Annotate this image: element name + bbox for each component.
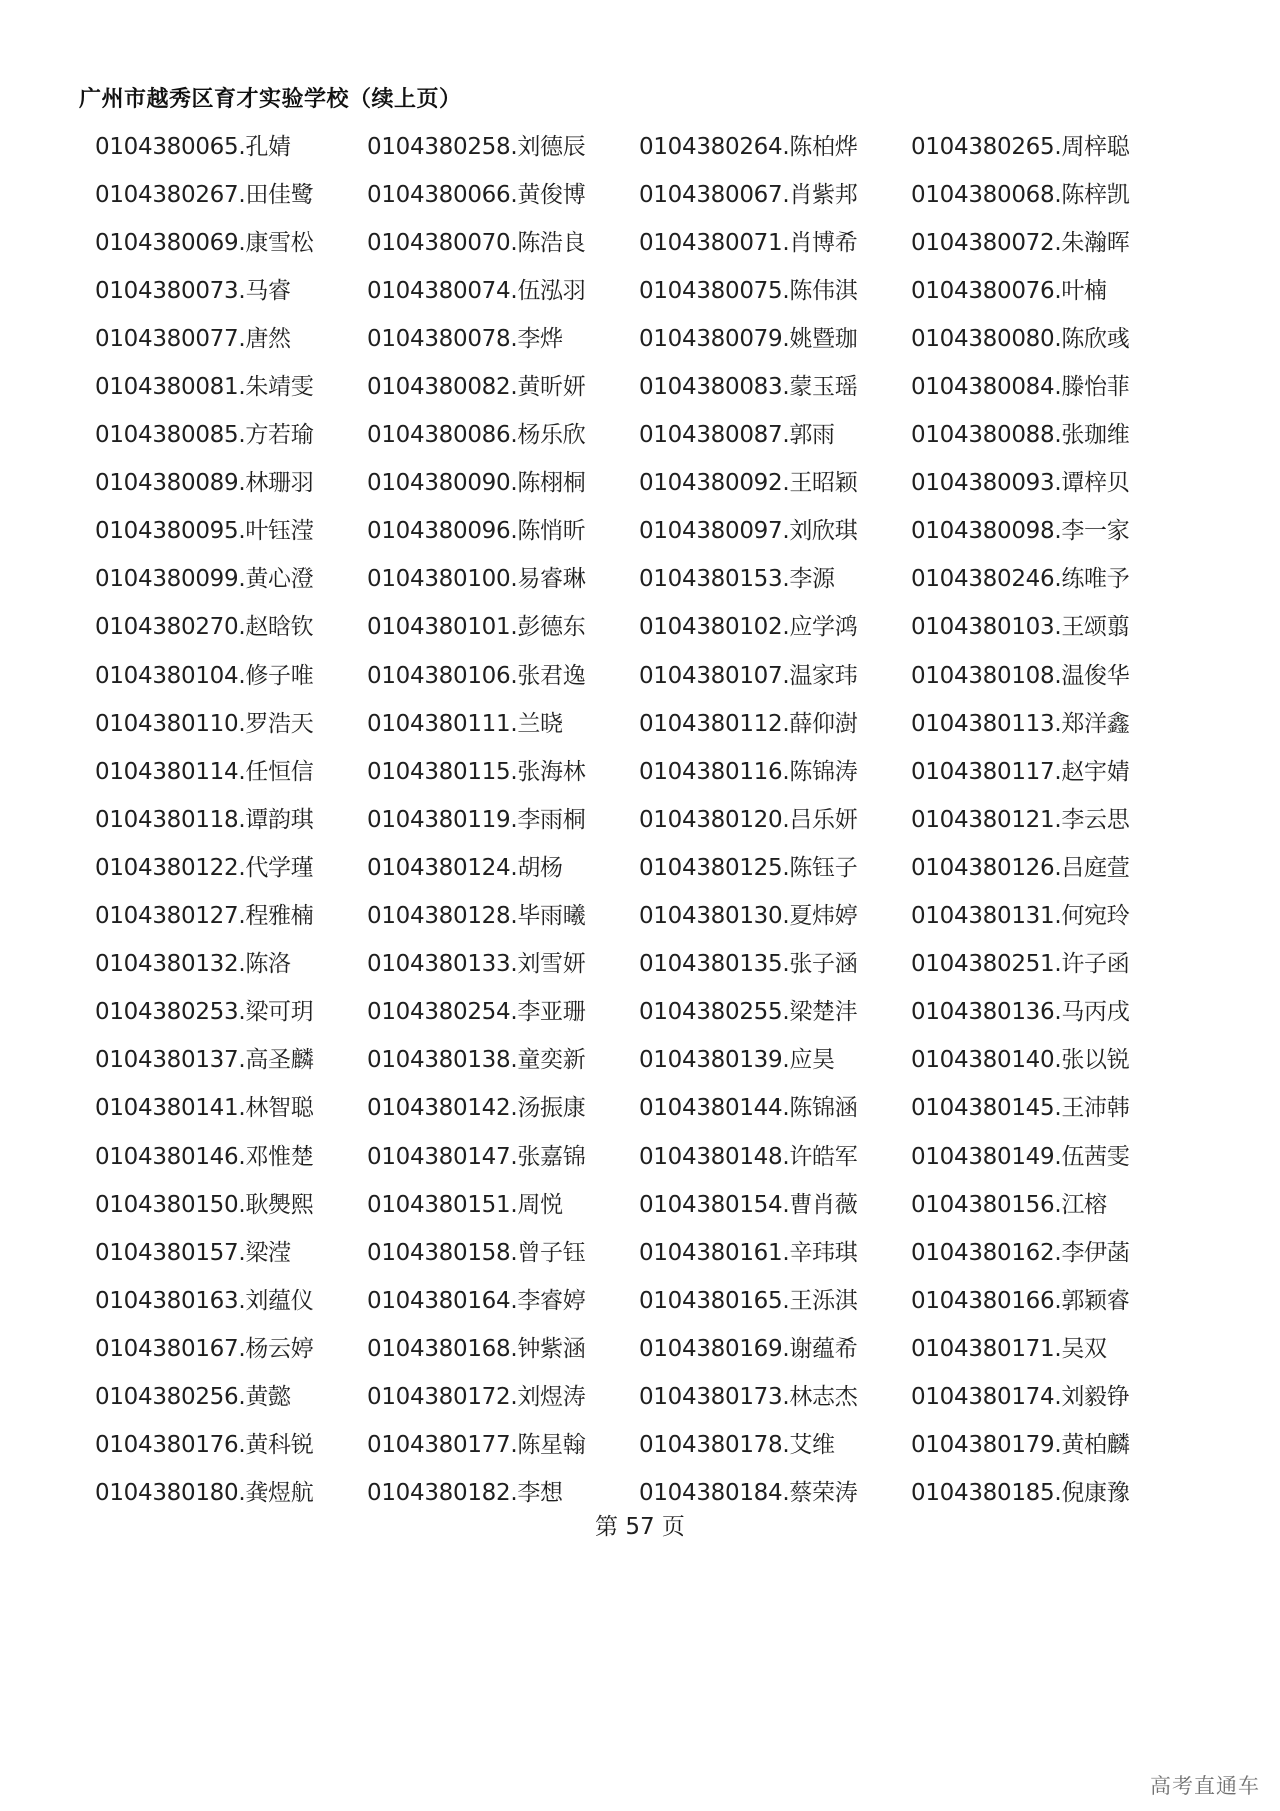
roster-entry: 0104380083.蒙玉瑶 <box>639 374 858 401</box>
roster-entry: 0104380138.童奕新 <box>367 1047 586 1074</box>
roster-entry: 0104380182.李想 <box>367 1480 563 1507</box>
roster-entry: 0104380097.刘欣琪 <box>639 518 858 545</box>
roster-entry: 0104380071.肖博希 <box>639 229 858 256</box>
roster-entry: 0104380131.何宛玲 <box>911 903 1130 930</box>
roster-entry: 0104380066.黄俊博 <box>367 181 586 208</box>
roster-entry: 0104380115.张海林 <box>367 758 586 785</box>
roster-entry: 0104380161.辛玮琪 <box>639 1239 858 1266</box>
roster-entry: 0104380118.谭韵琪 <box>95 806 314 833</box>
roster-entry: 0104380077.唐然 <box>95 325 291 352</box>
roster-entry: 0104380146.邓惟楚 <box>95 1143 314 1170</box>
roster-entry: 0104380256.黄懿 <box>95 1383 291 1410</box>
roster-entry: 0104380265.周梓聪 <box>911 133 1130 160</box>
roster-entry: 0104380107.温家玮 <box>639 662 858 689</box>
section-title: 广州市越秀区育才实验学校（续上页） <box>79 87 462 112</box>
roster-entry: 0104380149.伍茜雯 <box>911 1143 1130 1170</box>
roster-entry: 0104380112.薛仰澍 <box>639 710 858 737</box>
roster-entry: 0104380255.梁楚沣 <box>639 999 858 1026</box>
watermark: 高考直通车 <box>1150 1774 1260 1798</box>
roster-entry: 0104380090.陈栩桐 <box>367 470 586 497</box>
roster-entry: 0104380087.郭雨 <box>639 422 835 449</box>
roster-entry: 0104380116.陈锦涛 <box>639 758 858 785</box>
roster-entry: 0104380119.李雨桐 <box>367 806 586 833</box>
roster-entry: 0104380264.陈柏烨 <box>639 133 858 160</box>
roster-entry: 0104380165.王泺淇 <box>639 1287 858 1314</box>
student-roster <box>95 120 1195 1515</box>
roster-entry: 0104380142.汤振康 <box>367 1095 586 1122</box>
roster-entry: 0104380100.易睿琳 <box>367 566 586 593</box>
roster-entry: 0104380148.许皓军 <box>639 1143 858 1170</box>
roster-entry: 0104380086.杨乐欣 <box>367 422 586 449</box>
roster-entry: 0104380120.吕乐妍 <box>639 806 858 833</box>
roster-entry: 0104380251.许子函 <box>911 951 1130 978</box>
roster-entry: 0104380096.陈悄昕 <box>367 518 586 545</box>
roster-entry: 0104380156.江榕 <box>911 1191 1107 1218</box>
roster-entry: 0104380147.张嘉锦 <box>367 1143 586 1170</box>
roster-entry: 0104380140.张以锐 <box>911 1047 1130 1074</box>
roster-entry: 0104380139.应昊 <box>639 1047 835 1074</box>
roster-entry: 0104380172.刘煜涛 <box>367 1383 586 1410</box>
roster-entry: 0104380141.林智聪 <box>95 1095 314 1122</box>
roster-entry: 0104380150.耿爂熙 <box>95 1191 314 1218</box>
roster-entry: 0104380117.赵宇婧 <box>911 758 1130 785</box>
roster-entry: 0104380169.谢蕴希 <box>639 1335 858 1362</box>
roster-entry: 0104380151.周悦 <box>367 1191 563 1218</box>
roster-entry: 0104380098.李一家 <box>911 518 1130 545</box>
roster-entry: 0104380093.谭梓贝 <box>911 470 1130 497</box>
roster-entry: 0104380074.伍泓羽 <box>367 277 586 304</box>
roster-entry: 0104380113.郑洋鑫 <box>911 710 1130 737</box>
roster-entry: 0104380254.李亚珊 <box>367 999 586 1026</box>
roster-entry: 0104380185.倪康豫 <box>911 1480 1130 1507</box>
roster-entry: 0104380136.马丙戌 <box>911 999 1130 1026</box>
roster-entry: 0104380246.练唯予 <box>911 566 1130 593</box>
roster-entry: 0104380076.叶楠 <box>911 277 1107 304</box>
roster-entry: 0104380128.毕雨曦 <box>367 903 586 930</box>
roster-entry: 0104380253.梁可玥 <box>95 999 314 1026</box>
roster-entry: 0104380144.陈锦涵 <box>639 1095 858 1122</box>
roster-entry: 0104380167.杨云婷 <box>95 1335 314 1362</box>
roster-entry: 0104380174.刘毅铮 <box>911 1383 1130 1410</box>
roster-entry: 0104380158.曾子钰 <box>367 1239 586 1266</box>
roster-entry: 0104380178.艾维 <box>639 1432 835 1459</box>
roster-entry: 0104380163.刘蕴仪 <box>95 1287 314 1314</box>
page-number: 第 57 页 <box>595 1514 685 1540</box>
roster-entry: 0104380179.黄柏麟 <box>911 1432 1130 1459</box>
roster-entry: 0104380180.龚煜航 <box>95 1480 314 1507</box>
roster-entry: 0104380075.陈伟淇 <box>639 277 858 304</box>
roster-entry: 0104380177.陈星翰 <box>367 1432 586 1459</box>
roster-entry: 0104380072.朱瀚晖 <box>911 229 1130 256</box>
roster-entry: 0104380133.刘雪妍 <box>367 951 586 978</box>
roster-entry: 0104380095.叶钰滢 <box>95 518 314 545</box>
roster-entry: 0104380111.兰晓 <box>367 710 563 737</box>
roster-entry: 0104380166.郭颖睿 <box>911 1287 1130 1314</box>
roster-entry: 0104380130.夏炜婷 <box>639 903 858 930</box>
roster-entry: 0104380173.林志杰 <box>639 1383 858 1410</box>
roster-entry: 0104380121.李云思 <box>911 806 1130 833</box>
roster-entry: 0104380132.陈洛 <box>95 951 291 978</box>
roster-entry: 0104380067.肖紫邦 <box>639 181 858 208</box>
roster-entry: 0104380080.陈欣彧 <box>911 325 1130 352</box>
roster-entry: 0104380258.刘德辰 <box>367 133 586 160</box>
roster-entry: 0104380127.程雅楠 <box>95 903 314 930</box>
roster-entry: 0104380068.陈梓凯 <box>911 181 1130 208</box>
roster-entry: 0104380145.王沛韩 <box>911 1095 1130 1122</box>
roster-entry: 0104380162.李伊菡 <box>911 1239 1130 1266</box>
roster-entry: 0104380164.李睿婷 <box>367 1287 586 1314</box>
roster-entry: 0104380154.曹肖薇 <box>639 1191 858 1218</box>
roster-entry: 0104380153.李源 <box>639 566 835 593</box>
roster-entry: 0104380108.温俊华 <box>911 662 1130 689</box>
roster-entry: 0104380092.王昭颖 <box>639 470 858 497</box>
roster-entry: 0104380082.黄昕妍 <box>367 374 586 401</box>
roster-entry: 0104380065.孔婧 <box>95 133 291 160</box>
roster-entry: 0104380126.吕庭萱 <box>911 854 1130 881</box>
roster-entry: 0104380081.朱靖雯 <box>95 374 314 401</box>
roster-entry: 0104380088.张珈维 <box>911 422 1130 449</box>
roster-entry: 0104380073.马睿 <box>95 277 291 304</box>
roster-entry: 0104380171.吴双 <box>911 1335 1107 1362</box>
roster-entry: 0104380104.修子唯 <box>95 662 314 689</box>
roster-entry: 0104380184.蔡荣涛 <box>639 1480 858 1507</box>
roster-entry: 0104380106.张君逸 <box>367 662 586 689</box>
roster-entry: 0104380069.康雪松 <box>95 229 314 256</box>
roster-entry: 0104380267.田佳鹭 <box>95 181 314 208</box>
roster-entry: 0104380085.方若瑜 <box>95 422 314 449</box>
roster-entry: 0104380078.李烨 <box>367 325 563 352</box>
roster-entry: 0104380114.任恒信 <box>95 758 314 785</box>
roster-entry: 0104380137.高圣麟 <box>95 1047 314 1074</box>
roster-entry: 0104380103.王颂翦 <box>911 614 1130 641</box>
roster-entry: 0104380125.陈钰子 <box>639 854 858 881</box>
roster-entry: 0104380102.应学鸿 <box>639 614 858 641</box>
roster-entry: 0104380135.张子涵 <box>639 951 858 978</box>
roster-entry: 0104380124.胡杨 <box>367 854 563 881</box>
roster-entry: 0104380099.黄心澄 <box>95 566 314 593</box>
roster-entry: 0104380070.陈浩良 <box>367 229 586 256</box>
roster-entry: 0104380270.赵晗钦 <box>95 614 314 641</box>
roster-entry: 0104380079.姚暨珈 <box>639 325 858 352</box>
roster-entry: 0104380110.罗浩天 <box>95 710 314 737</box>
roster-entry: 0104380089.林珊羽 <box>95 470 314 497</box>
roster-entry: 0104380101.彭德东 <box>367 614 586 641</box>
roster-entry: 0104380176.黄科锐 <box>95 1432 314 1459</box>
roster-entry: 0104380122.代学瑾 <box>95 854 314 881</box>
roster-entry: 0104380084.滕怡菲 <box>911 374 1130 401</box>
roster-entry: 0104380168.钟紫涵 <box>367 1335 586 1362</box>
roster-entry: 0104380157.梁滢 <box>95 1239 291 1266</box>
